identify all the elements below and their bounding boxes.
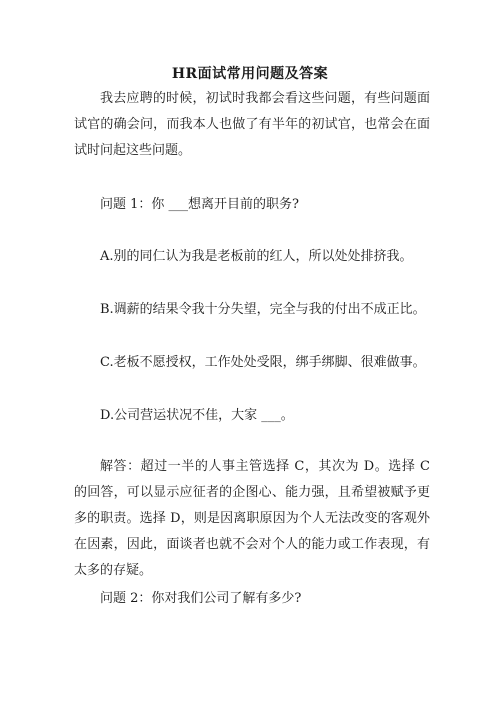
document-title: HR面试常用问题及答案 (171, 66, 329, 82)
option-d: D.公司营运状况不佳，大家 ___。 (100, 408, 294, 423)
option-c: C.老板不愿授权，工作处处受限，绑手绑脚、很难做事。 (100, 355, 426, 370)
intro-paragraph: 我去应聘的时候，初试时我都会看这些问题，有些问题面试官的确会问，而我本人也做了有半年的初试官，也常会在面试时问起这些问题。 (74, 91, 430, 158)
question-1: 问题 1：你 ___想离开目前的职务? (100, 197, 300, 212)
answer-paragraph: 解答：超过一半的人事主管选择 C，其次为 D。选择 C 的回答，可以显示应征者的企图心、能力强，且希望被赋予更多的职责。选择 D，则是因离职原因为个人无法改变的客观外在因素，因此，面谈者也就不会对个人的能力或工作表现，有太多的存疑。 (74, 459, 430, 578)
question-2: 问题 2：你对我们公司了解有多少? (100, 591, 302, 606)
option-a: A.别的同仁认为我是老板前的红人，所以处处排挤我。 (100, 249, 413, 264)
option-b: B.调薪的结果令我十分失望，完全与我的付出不成正比。 (100, 302, 426, 317)
